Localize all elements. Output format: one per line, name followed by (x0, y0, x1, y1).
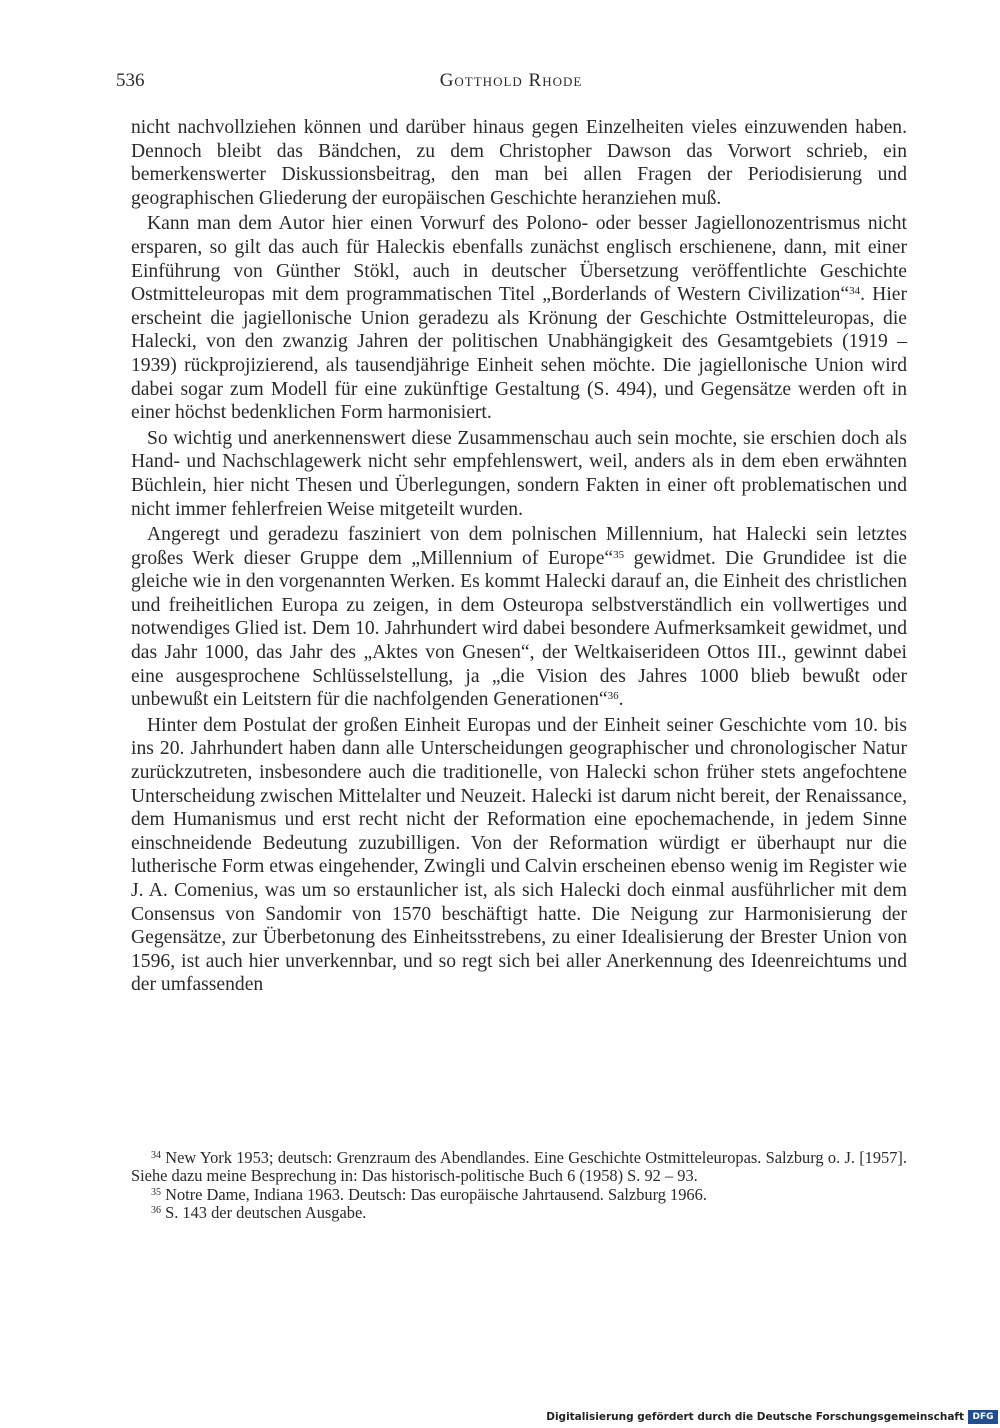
footnote-ref-36: 36 (607, 690, 619, 703)
footnote-number: 35 (151, 1186, 161, 1198)
footnote-text: Notre Dame, Indiana 1963. Deutsch: Das europäische Jahrtausend. Salzburg 1966. (165, 1184, 707, 1204)
paragraph-2-part-b: . Hier erscheint die jagiellonische Union geradezu als Krönung der Geschichte Ostmitteleuropas, die Halecki, von den zwanzig Jahren der politischen Unabhängigkeit des Gesamtgebiets (1919 – 1939) rückprojizierend, als tausendjährige Einheit sehen möchte. Die jagiellonische Union wird dabei sogar zum Modell für eine zukünftige Gestaltung (S. 494), und Gegensätze werden oft in einer höchst bedenklichen Form harmonisiert. (131, 284, 907, 424)
footnote-number: 34 (151, 1150, 161, 1161)
page-number: 536 (116, 70, 145, 91)
paragraph-2-part-a: Kann man dem Autor hier einen Vorwurf des Polono- oder besser Jagiellonozentrismus nicht ersparen, so gilt das auch für Haleckis ebenfalls zunächst englisch erschienene, dann, mit einer Einführung von Günther Stökl, auch in deutscher Übersetzung veröffentlichte Geschichte Ostmitteleuropas mit dem programmatischen Titel „Borderlands of Western Civilization“ (131, 213, 907, 306)
paragraph-4-part-c: . (618, 689, 624, 711)
footnote-ref-34: 34 (849, 285, 861, 298)
paragraph-5: Hinter dem Postulat der großen Einheit Europas und der Einheit seiner Geschichte vom 10. bis ins 20. Jahrhundert haben dann alle Unterscheidungen geographischer und chronologischer Natur zurückzutreten, insbesondere auch die traditionelle, von Halecki schon früher stets angefochtene Unterscheidung zwischen Mittelalter und Neuzeit. Halecki ist darum nicht bereit, der Renaissance, dem Humanismus und erst recht nicht der Reformation eine epochemachende, in jedem Sinne einschneidende Bedeutung zuzubilligen. Von der Reformation würdigt er überhaupt nur die lutherische Form etwas eingehender, Zwingli und Calvin erscheinen ebenso wenig im Register wie J. A. Comenius, was um so erstaunlicher ist, als sich Halecki doch einmal ausführlicher mit dem Consensus von Sandomir von 1570 beschäftigt hatte. Die Neigung zur Harmonisierung der Gegensätze, zur Überbetonung des Einheitsstrebens, zu einer Idealisierung der Brester Union von 1596, ist auch hier unverkennbar, und so regt sich bei aller Anerkennung des Ideenreichtums und der umfassenden (131, 714, 907, 996)
paragraph-4 (131, 523, 907, 712)
paragraph-1: nicht nachvollziehen können und darüber hinaus gegen Einzelheiten vieles einzuwenden haben. Dennoch bleibt das Bändchen, zu dem Christopher Dawson das Vorwort schrieb, ein bemerkenswerter Diskussionsbeitrag, den man bei allen Fragen der Periodisierung und geographischen Gliederung der europäischen Geschichte heranziehen muß. (131, 117, 907, 209)
paragraph-4-part-a: Angeregt und geradezu fasziniert von dem polnischen Millennium, hat Halecki sein letztes großes Werk dieser Gruppe dem „Millennium of Europe“ (131, 524, 907, 569)
footnote-34 (131, 1149, 907, 1186)
footnote-35 (131, 1186, 907, 1204)
body-text (131, 116, 907, 997)
running-head: Gotthold Rhode (439, 70, 583, 91)
footnote-ref-35: 35 (613, 548, 625, 561)
paragraph-4-part-b: gewidmet. Die Grundidee ist die gleiche wie in den vorgenannten Werken. Es kommt Halecki darauf an, die Einheit des christlichen und freiheitlichen Europa zu zeigen, in dem Osteuropa selbstverständlich ein vollwertiges und notwendiges Glied ist. Dem 10. Jahrhundert wird dabei besondere Aufmerksamkeit gewidmet, und das Jahr 1000, das Jahr des „Aktes von Gnesen“, der Weltkaiserideen Ottos III., gewinnt dabei eine ausgesprochene Schlüsselstellung, ja „die Vision des Jahres 1000 blieb bewußt oder unbewußt ein Leitstern für die nachfolgenden Generationen“ (131, 547, 907, 711)
paragraph-2 (131, 212, 907, 424)
footnote-text: S. 143 der deutschen Ausgabe. (165, 1202, 367, 1222)
paragraph-3: So wichtig und anerkennenswert diese Zusammenschau auch sein mochte, sie erschien doch als Hand- und Nachschlagewerk nicht sehr empfehlenswert, weil, anders als in dem eben erwähnten Büchlein, hier nicht Thesen und Überlegungen, sondern Fakten in einer oft problematischen und nicht immer fehlerfreien Weise mitgeteilt wurden. (131, 427, 907, 520)
footnote-36 (131, 1204, 907, 1222)
funding-note: Digitalisierung gefördert durch die Deutsche Forschungsgemeinschaft (546, 1411, 964, 1423)
footnotes (131, 1149, 907, 1222)
footnote-text: New York 1953; deutsch: Grenzraum des Abendlandes. Eine Geschichte Ostmitteleuropas. Salzburg o. J. [1957]. Siehe dazu meine Besprechung in: Das historisch-politische Buch 6 (1958) S. 92 – 93. (131, 1148, 907, 1186)
page-header (116, 70, 906, 96)
footnote-number: 36 (151, 1204, 161, 1216)
dfg-logo: DFG (968, 1410, 998, 1424)
